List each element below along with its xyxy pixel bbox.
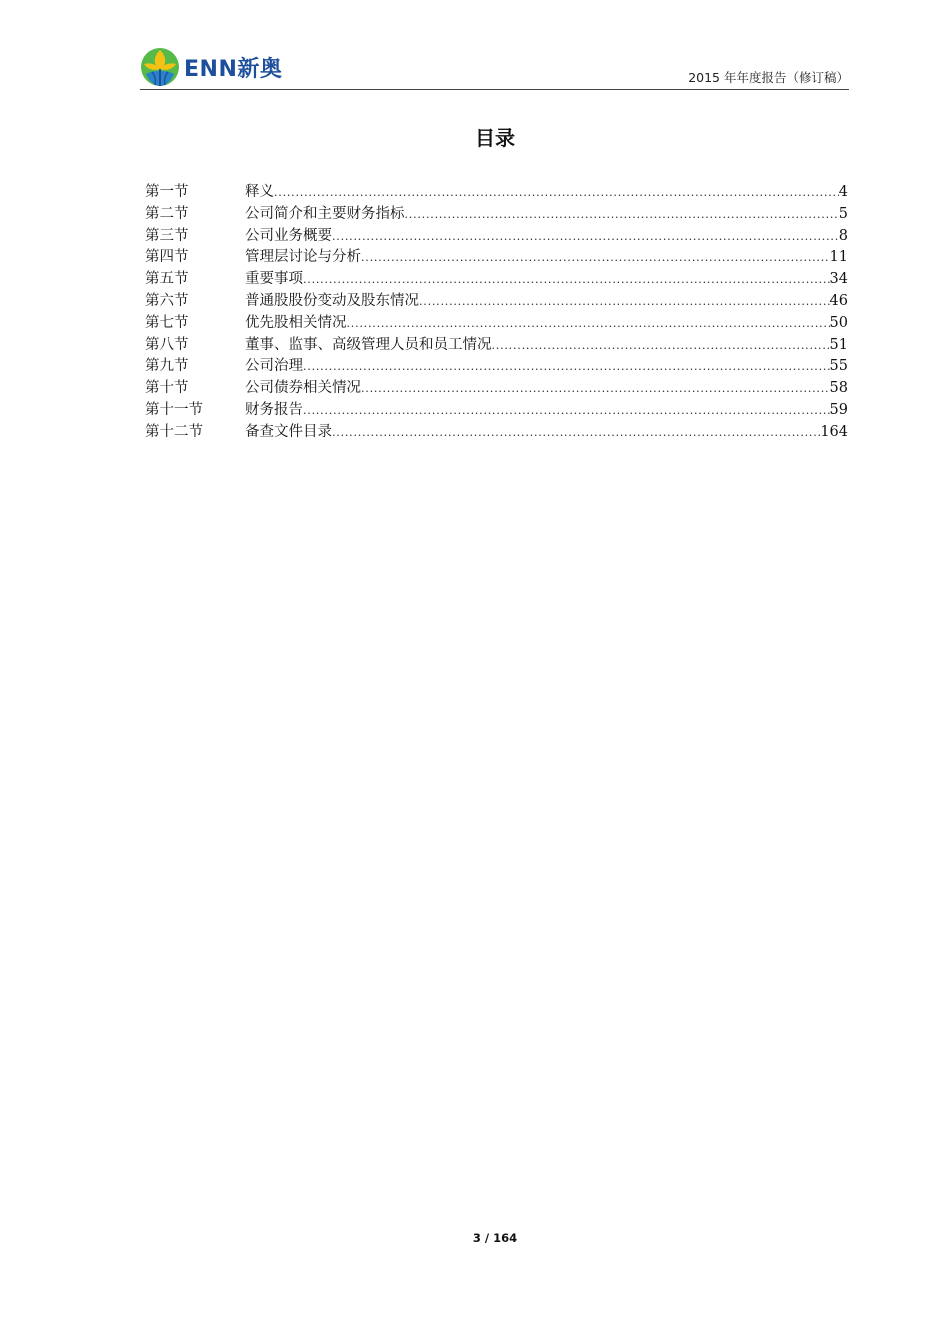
toc-leader-dots (332, 426, 820, 439)
toc-heading: 目录 (475, 126, 515, 150)
toc-section-title: 公司治理 (245, 358, 303, 375)
report-title: 2015 年年度报告（修订稿） (688, 70, 849, 85)
toc-leader-dots (332, 230, 839, 243)
toc-section-number: 第九节 (145, 358, 189, 375)
toc-entry[interactable] (145, 376, 848, 398)
toc-section-title: 董事、监事、高级管理人员和员工情况 (245, 336, 492, 353)
toc-leader-dots (274, 186, 839, 199)
toc-entry[interactable] (145, 245, 848, 267)
toc-entry[interactable] (145, 354, 848, 376)
toc-page-number: 59 (829, 401, 848, 418)
table-of-contents (145, 180, 848, 442)
toc-leader-dots (361, 382, 830, 395)
toc-leader-dots (303, 273, 830, 286)
enn-logo-icon (140, 47, 180, 87)
toc-leader-dots (419, 295, 830, 308)
toc-leader-dots (405, 208, 839, 221)
header-divider (140, 89, 849, 90)
toc-page-number: 58 (829, 380, 848, 397)
toc-entry[interactable] (145, 224, 848, 246)
toc-section-title: 管理层讨论与分析 (245, 249, 361, 266)
toc-leader-dots (303, 404, 830, 417)
toc-page-number: 8 (838, 227, 848, 244)
toc-section-title: 备查文件目录 (245, 423, 332, 440)
toc-section-number: 第五节 (145, 271, 189, 288)
toc-leader-dots (303, 360, 830, 373)
toc-entry[interactable] (145, 267, 848, 289)
toc-page-number: 4 (838, 184, 848, 200)
toc-section-title: 普通股股份变动及股东情况 (245, 292, 419, 309)
toc-page-number: 11 (829, 249, 848, 266)
toc-page-number: 164 (820, 423, 848, 440)
toc-section-number: 第八节 (145, 336, 189, 353)
toc-section-number: 第六节 (145, 292, 189, 309)
toc-entry[interactable] (145, 398, 848, 420)
toc-entry[interactable] (145, 202, 848, 224)
toc-section-title: 公司简介和主要财务指标 (245, 205, 405, 222)
toc-page-number: 51 (829, 336, 848, 353)
toc-page-number: 50 (829, 314, 848, 331)
toc-entry[interactable] (145, 289, 848, 311)
toc-section-title: 财务报告 (245, 401, 303, 418)
toc-section-number: 第一节 (145, 184, 189, 200)
company-logo (140, 47, 282, 87)
toc-entry[interactable] (145, 311, 848, 333)
toc-section-number: 第四节 (145, 249, 189, 266)
toc-section-title: 公司债券相关情况 (245, 380, 361, 397)
toc-leader-dots (347, 317, 830, 330)
toc-entry[interactable] (145, 333, 848, 355)
toc-section-number: 第三节 (145, 227, 189, 244)
toc-section-title: 重要事项 (245, 271, 303, 288)
page-footer: 3 / 164 (472, 1231, 518, 1245)
toc-page-number: 34 (829, 271, 848, 288)
toc-page-number: 5 (838, 205, 848, 222)
toc-section-number: 第二节 (145, 205, 189, 222)
brand-name: ENN新奥 (184, 56, 283, 82)
toc-section-number: 第十节 (145, 380, 189, 397)
toc-section-number: 第十一节 (145, 401, 203, 418)
page-header (140, 44, 849, 90)
toc-section-number: 第十二节 (145, 423, 203, 440)
toc-section-title: 优先股相关情况 (245, 314, 347, 331)
toc-section-title: 释义 (245, 184, 274, 200)
toc-section-title: 公司业务概要 (245, 227, 332, 244)
toc-leader-dots (492, 339, 830, 352)
toc-entry[interactable] (145, 180, 848, 202)
toc-section-number: 第七节 (145, 314, 189, 331)
toc-leader-dots (361, 251, 830, 264)
toc-page-number: 55 (829, 358, 848, 375)
toc-page-number: 46 (829, 292, 848, 309)
toc-entry[interactable] (145, 420, 848, 442)
